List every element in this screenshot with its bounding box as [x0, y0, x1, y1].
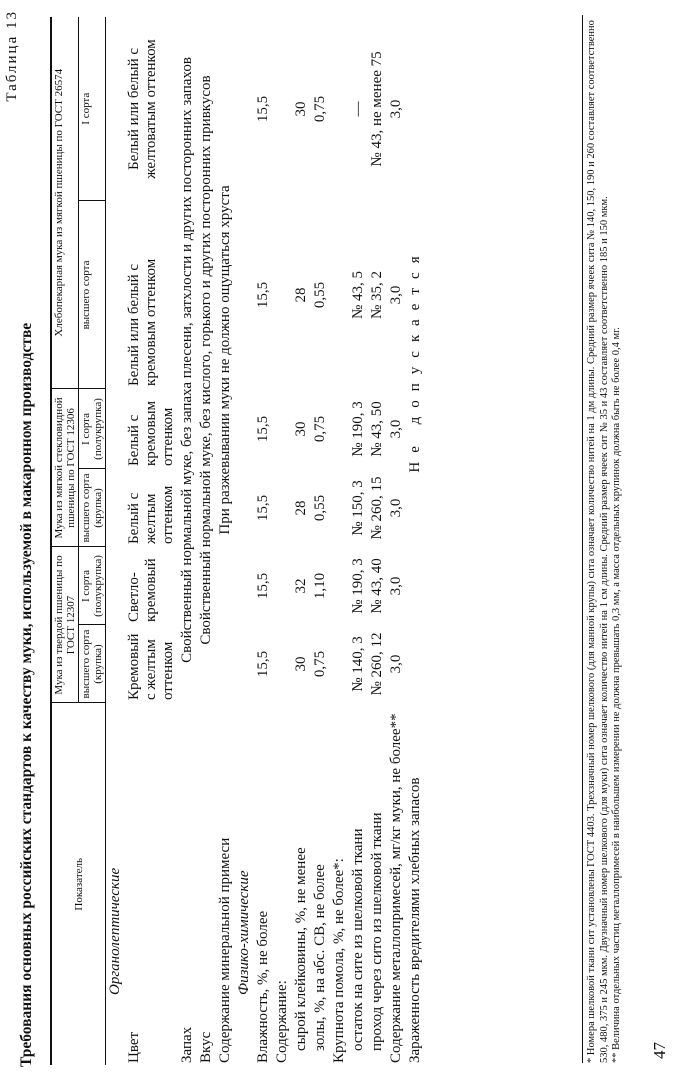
header-col: I сорта (полукрупка): [79, 547, 106, 625]
table-cell: № 260, 15: [369, 476, 385, 540]
table-row-ash: [311, 17, 330, 1065]
table-cell: 15,5: [255, 281, 271, 309]
table-row-residue: [349, 17, 368, 1065]
table-cell: № 35, 2: [369, 270, 385, 319]
table-row-pests: [406, 17, 425, 1065]
table-row-taste: [197, 17, 216, 1065]
table-cell: 0,75: [312, 95, 328, 123]
table-cell: 15,5: [255, 650, 271, 678]
page-number: 47: [650, 1042, 669, 1059]
footnotes: [582, 15, 624, 1063]
page-title: Требования основных российских стандартов к качеству муки, используемой в макаронном производстве: [18, 322, 35, 1067]
table-cell-span: Свойственный нормальной муке, без запаха плесени, затхлости и других посторонних запахов: [179, 57, 195, 663]
row-label: золы, %, на абс. СВ, не более: [312, 864, 328, 1051]
row-label: Влажность, %, не более: [255, 910, 271, 1063]
table-cell: № 43, 5: [350, 270, 366, 319]
table-cell: 3,0: [388, 498, 404, 518]
section-physchem: Физико-химические: [236, 870, 252, 995]
row-label: сырой клейковины, %, не менее: [293, 847, 309, 1051]
table-row-metal: [387, 17, 406, 1065]
row-label: Крупнота помола, %, не более*:: [331, 858, 347, 1063]
table-cell-span: Не допускается: [407, 247, 423, 473]
table-cell: № 43, не менее 75: [369, 51, 385, 167]
table-cell-span: Свойственный нормальной муке, без кислого, горького и других посторонних привкусов: [198, 75, 214, 645]
row-label: Зараженность вредителями хлебных запасов: [407, 777, 423, 1063]
table-row-gluten: [292, 17, 311, 1065]
table-cell: 3,0: [388, 654, 404, 674]
header-col: I сорта (полукрупка): [79, 389, 106, 469]
table-cell: № 190, 3: [350, 401, 366, 457]
table-row-moisture: [254, 17, 273, 1065]
footnote-sieves: * Номера шелковой ткани сит установлены ГОСТ 4403. Трехзначный номер шелкового (для манной крупы) сита означает количество нитей на 1 дм длины. Средний размер ячеек сита № 140, 150, 190 и 260 составляет соответственно 530, 480, 375 и 245 мкм. Двузначный номер шелкового (для муки) сита означает количество нитей на 1 см длины. Средний размер ячеек сит № 35 и 43 составляет соответственно 185 и 150 мкм.: [586, 20, 610, 1063]
table-cell: Белый с желтым оттенком: [126, 485, 176, 544]
row-label: Вкус: [198, 1031, 214, 1063]
row-label: проход через сито из шелковой ткани: [369, 812, 385, 1051]
header-group-soft-vitreous: Мука из мягкой стекловидной пшеницы по ГОСТ 12306: [51, 389, 79, 547]
row-label: Запах: [179, 1026, 195, 1063]
header-group-bakery: Хлебопекарная мука из мягкой пшеницы по ГОСТ 26574: [51, 17, 79, 389]
table-cell: Белый или белый с кремовым оттенком: [126, 258, 159, 386]
table-row-smell: [178, 17, 197, 1065]
table-cell: 3,0: [388, 99, 404, 119]
table-cell: 15,5: [255, 95, 271, 123]
table-cell: —: [350, 101, 366, 117]
header-col: I сорта: [79, 17, 106, 201]
table-cell: 3,0: [388, 285, 404, 305]
requirements-table: [50, 17, 425, 1065]
header-col: высшего сорта: [79, 201, 106, 389]
header-col: высшего сорта (крупка): [79, 469, 106, 547]
row-label: Содержание:: [274, 980, 290, 1063]
table-cell: 30: [293, 101, 309, 117]
table-cell: № 43, 50: [369, 401, 385, 457]
table-row-color: [125, 17, 178, 1065]
footnote-metal: ** Величина отдельных частиц металлопримесей в наибольшем измерении не должна превышать 0,3 мм, а масса отдельных крупинок должна быть не более 0,4 мг.: [611, 327, 622, 1063]
table-row-passage: [368, 17, 387, 1065]
table-cell: № 260, 12: [369, 632, 385, 696]
table-cell: 28: [293, 500, 309, 516]
table-cell: 1,10: [312, 572, 328, 600]
row-label: Содержание минеральной примеси: [217, 837, 233, 1063]
table-cell: 15,5: [255, 494, 271, 522]
table-cell: № 150, 3: [350, 480, 366, 536]
section-organoleptic: Органолептические: [107, 867, 123, 995]
table-cell: 30: [293, 421, 309, 437]
table-cell: Светло-кремовый: [126, 558, 159, 622]
row-label: остаток на сите из шелковой ткани: [350, 828, 366, 1051]
table-row-mineral: [216, 17, 235, 1065]
table-cell: 15,5: [255, 572, 271, 600]
table-cell: 0,75: [312, 415, 328, 443]
header-group-durum: Мука из твердой пшеницы по ГОСТ 12307: [51, 547, 79, 703]
header-col: высшего сорта (крупка): [79, 625, 106, 703]
table-cell: № 190, 3: [350, 558, 366, 614]
table-cell: № 140, 3: [350, 636, 366, 692]
table-cell: Белый или белый с желтоватым оттенком: [126, 39, 159, 179]
table-cell: 3,0: [388, 576, 404, 596]
header-indicator: Показатель: [51, 703, 106, 1065]
row-label: Содержание металлопримесей, мг/кг муки, не более**: [388, 713, 404, 1063]
table-cell: Белый с кремовым оттенком: [126, 400, 176, 466]
table-cell: 15,5: [255, 415, 271, 443]
table-cell: 0,75: [312, 650, 328, 678]
table-cell: 0,55: [312, 494, 328, 522]
table-cell: 3,0: [388, 419, 404, 439]
table-cell: 0,55: [312, 281, 328, 309]
row-label: Цвет: [126, 1031, 142, 1063]
table-cell: 32: [293, 578, 309, 594]
table-cell-span: При разжевывании муки не должно ощущаться хруста: [217, 185, 233, 535]
table-label: Таблица 13: [4, 10, 20, 102]
table-cell: № 43, 40: [369, 558, 385, 614]
table-cell: 30: [293, 656, 309, 672]
table-cell: Кремовый с желтым оттенком: [126, 633, 176, 700]
table-cell: 28: [293, 287, 309, 303]
